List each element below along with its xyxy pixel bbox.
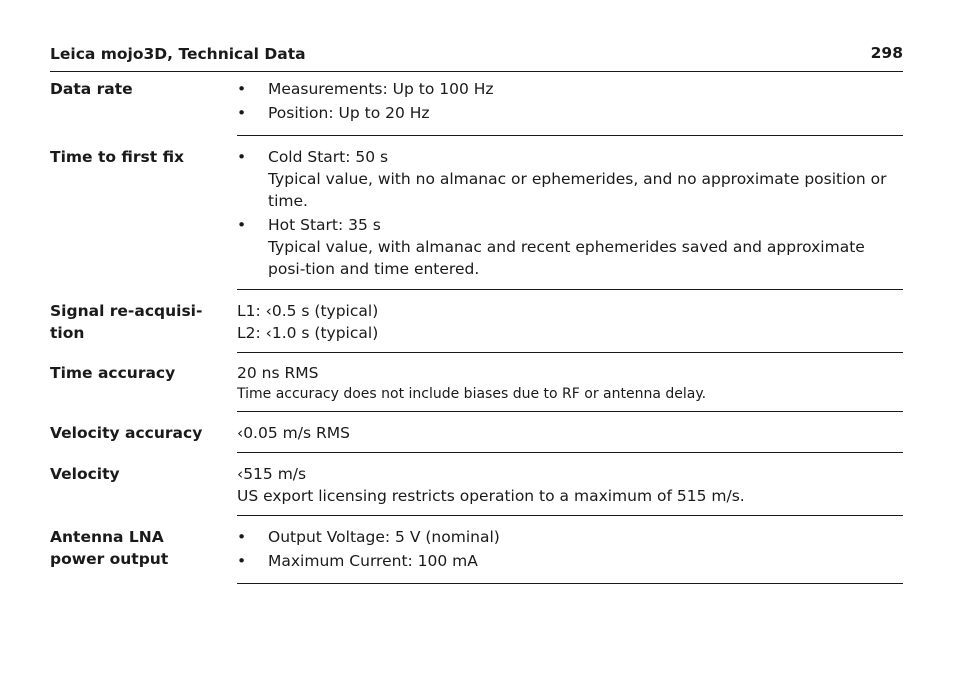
spec-note: US export licensing restricts operation to a maximum of 515 m/s. <box>237 487 745 505</box>
spec-label: Velocity <box>50 465 120 483</box>
bullet-icon: • <box>237 528 247 546</box>
spec-value: ‹515 m/s US export licensing restricts operation to a maximum of 515 m/s. <box>237 463 903 507</box>
spec-label: Velocity accuracy <box>50 424 203 442</box>
bullet-icon: • <box>237 104 247 122</box>
spec-label: Antenna LNA power output <box>50 528 169 568</box>
spec-value <box>237 146 903 282</box>
page-header <box>50 44 903 72</box>
bullet-icon: • <box>237 80 247 98</box>
spec-value <box>237 78 903 126</box>
divider <box>237 452 903 453</box>
bullet-icon: • <box>237 552 247 570</box>
bullet-icon: • <box>237 216 247 234</box>
list-item: • Measurements: Up to 100 Hz <box>237 80 494 98</box>
spec-value: L1: ‹0.5 s (typical) L2: ‹1.0 s (typical) <box>237 302 379 342</box>
divider <box>237 289 903 290</box>
spec-value: ‹0.05 m/s RMS <box>237 424 350 442</box>
spec-label: Time to first fix <box>50 148 185 166</box>
list-item: • Hot Start: 35 s Typical value, with almanac and recent ephemerides saved and approximate posi-tion and time entered. <box>237 216 865 278</box>
spec-label: Time accuracy <box>50 364 176 382</box>
spec-label: Signal re-acquisi- tion <box>50 302 203 342</box>
page-number: 298 <box>870 44 903 62</box>
list-item: • Cold Start: 50 s Typical value, with no almanac or ephemerides, and no approximate position or time. <box>237 148 887 210</box>
spec-label: Data rate <box>50 80 133 98</box>
divider <box>237 583 903 584</box>
list-item: • Output Voltage: 5 V (nominal) <box>237 528 500 546</box>
spec-value <box>237 526 903 574</box>
divider <box>237 411 903 412</box>
divider <box>237 352 903 353</box>
bullet-icon: • <box>237 148 247 166</box>
divider <box>237 135 903 136</box>
spec-value: 20 ns RMS Time accuracy does not include biases due to RF or antenna delay. <box>237 362 903 404</box>
divider <box>237 515 903 516</box>
list-item: • Maximum Current: 100 mA <box>237 552 478 570</box>
document-title: Leica mojo3D, Technical Data <box>50 45 306 63</box>
spec-note: Time accuracy does not include biases due to RF or antenna delay. <box>237 386 707 402</box>
list-item: • Position: Up to 20 Hz <box>237 104 430 122</box>
